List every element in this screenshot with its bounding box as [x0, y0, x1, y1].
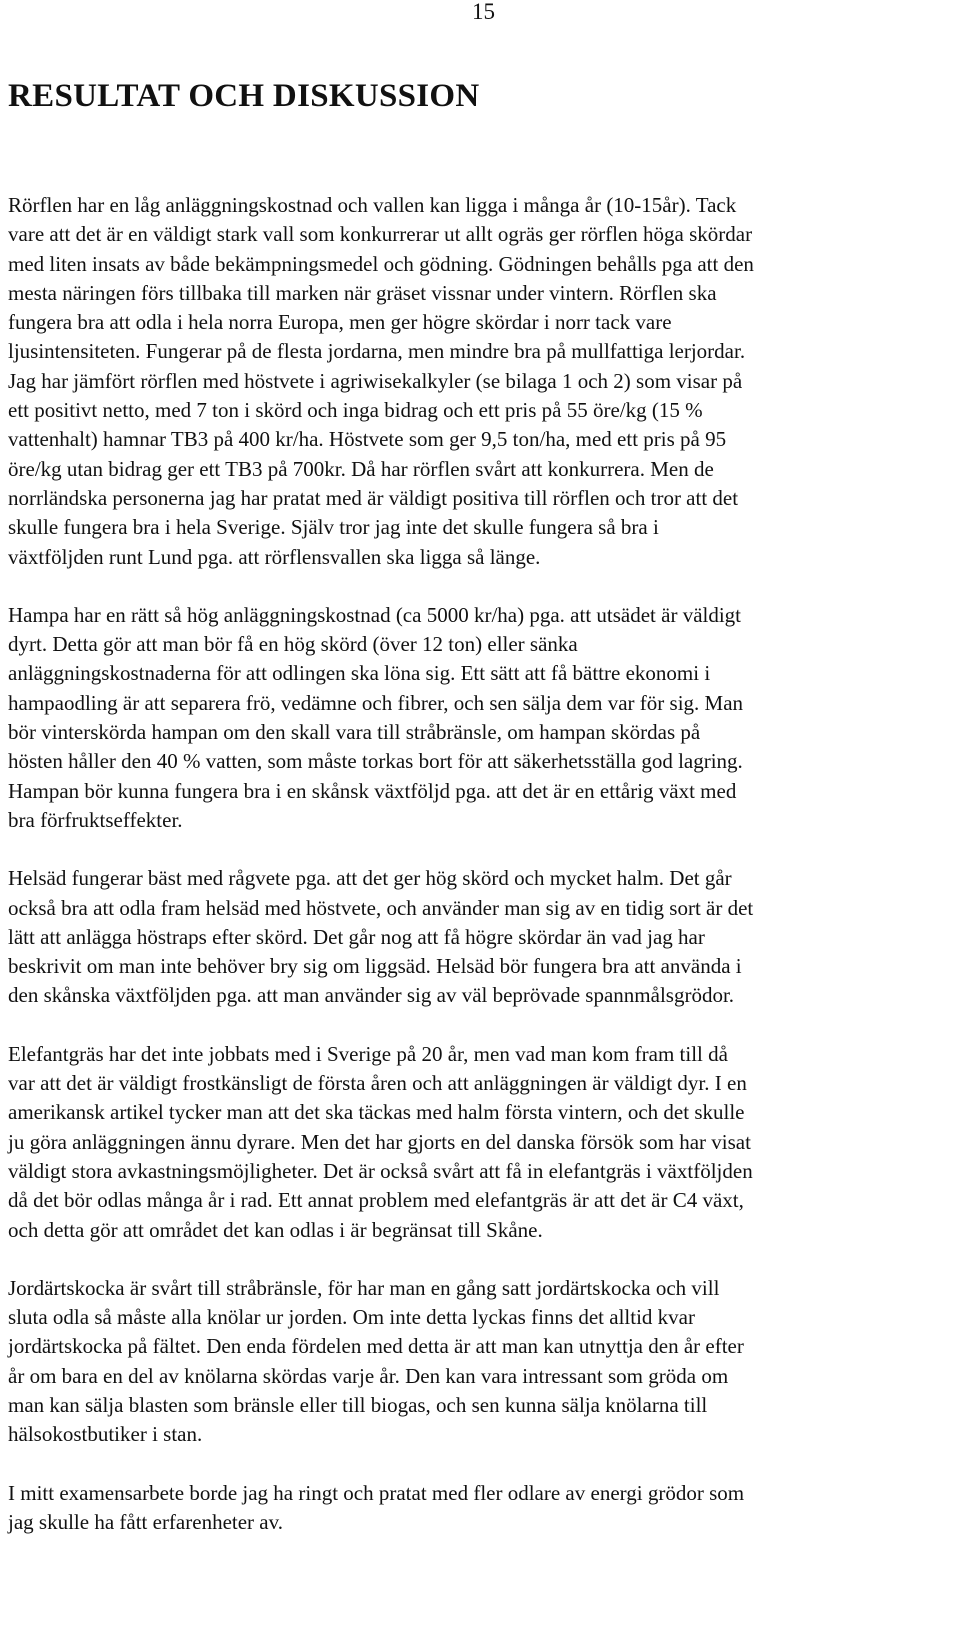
text-line: hösten håller den 40 % vatten, som måste torkas bort för att säkerhetsställa god lagring.: [8, 749, 743, 774]
text-line: var att det är väldigt frostkänsligt de första åren och att anläggningen är väldigt dyr. I en: [8, 1071, 747, 1096]
document-body: [8, 191, 960, 1566]
text-line: den skånska växtföljden pga. att man använder sig av väl beprövade spannmålsgrödor.: [8, 983, 735, 1008]
text-line: hampaodling är att separera frö, vedämne och fibrer, och sen sälja dem var för sig. Man: [8, 690, 744, 715]
text-line: norrländska personerna jag har pratat med är väldigt positiva till rörflen och tror att det: [8, 485, 739, 510]
text-line: Jordärtskocka är svårt till stråbränsle, för har man en gång satt jordärtskocka och vill: [8, 1275, 720, 1300]
text-line: man kan sälja blasten som bränsle eller till biogas, och sen kunna sälja knölarna till: [8, 1392, 708, 1417]
text-line: år om bara en del av knölarna skördas varje år. Den kan vara intressant som gröda om: [8, 1363, 729, 1388]
paragraph: [8, 191, 960, 572]
text-line: beskrivit om man inte behöver bry sig om liggsäd. Helsäd bör fungera bra att använda i: [8, 954, 742, 979]
text-line: ju göra anläggningen ännu dyrare. Men det har gjorts en del danska försök som har visat: [8, 1129, 751, 1154]
text-line: bra förfruktseffekter.: [8, 807, 183, 832]
text-line: hälsokostbutiker i stan.: [8, 1422, 203, 1447]
text-line: då det bör odlas många år i rad. Ett annat problem med elefantgräs är att det är C4 växt,: [8, 1188, 744, 1213]
text-line: I mitt examensarbete borde jag ha ringt och pratat med fler odlare av energi grödor som: [8, 1480, 745, 1505]
text-line: Elefantgräs har det inte jobbats med i Sverige på 20 år, men vad man kom fram till då: [8, 1041, 728, 1066]
text-line: Rörflen har en låg anläggningskostnad och vallen kan ligga i många år (10-15år). Tack: [8, 193, 737, 217]
text-line: också bra att odla fram helsäd med höstvete, och använder man sig av en tidig sort är det: [8, 895, 754, 920]
text-line: dyrt. Detta gör att man bör få en hög skörd (över 12 ton) eller sänka: [8, 632, 578, 657]
text-line: och detta gör att området det kan odlas i är begränsat till Skåne.: [8, 1217, 543, 1242]
text-line: amerikansk artikel tycker man att det ska täckas med halm första vintern, och det skulle: [8, 1100, 745, 1125]
text-line: Hampa har en rätt så hög anläggningskostnad (ca 5000 kr/ha) pga. att utsädet är väldigt: [8, 602, 742, 627]
text-line: växtföljden runt Lund pga. att rörflensvallen ska ligga så länge.: [8, 544, 541, 569]
paragraph: [8, 601, 960, 835]
text-line: jag skulle ha fått erfarenheter av.: [8, 1509, 283, 1534]
text-line: jordärtskocka på fältet. Den enda fördelen med detta är att man kan utnyttja den år efter: [8, 1334, 744, 1359]
page-number: 15: [472, 0, 495, 24]
section-heading: RESULTAT OCH DISKUSSION: [8, 78, 480, 114]
text-line: sluta odla så måste alla knölar ur jorden. Om inte detta lyckas finns det alltid kvar: [8, 1305, 695, 1330]
text-line: väldigt stora avkastningsmöjligheter. Det är också svårt att få in elefantgräs i växtföljden: [8, 1158, 753, 1183]
text-line: ljusintensiteten. Fungerar på de flesta jordarna, men mindre bra på mullfattiga lerjordar.: [8, 339, 746, 364]
text-line: Hampan bör kunna fungera bra i en skånsk växtföljd pga. att det är en ettårig växt med: [8, 778, 737, 803]
paragraph: [8, 1274, 960, 1450]
text-line: mesta näringen förs tillbaka till marken när gräset vissnar under vintern. Rörflen ska: [8, 280, 717, 305]
text-line: Jag har jämfört rörflen med höstvete i agriwisekalkyler (se bilaga 1 och 2) som visar på: [8, 368, 743, 393]
paragraph: [8, 1040, 960, 1245]
paragraph: [8, 1479, 960, 1538]
text-line: öre/kg utan bidrag ger ett TB3 på 700kr. Då har rörflen svårt att konkurrera. Men de: [8, 456, 714, 481]
text-line: ett positivt netto, med 7 ton i skörd och inga bidrag och ett pris på 55 öre/kg (15 %: [8, 398, 703, 423]
text-line: fungera bra att odla i hela norra Europa, men ger högre skördar i norr tack vare: [8, 310, 672, 335]
text-line: Helsäd fungerar bäst med rågvete pga. att det ger hög skörd och mycket halm. Det går: [8, 866, 732, 891]
text-line: bör vinterskörda hampan om den skall vara till stråbränsle, om hampan skördas på: [8, 720, 701, 745]
text-line: anläggningskostnaderna för att odlingen ska löna sig. Ett sätt att få bättre ekonomi i: [8, 661, 711, 686]
text-line: lätt att anlägga höstraps efter skörd. Det går nog att få högre skördar än vad jag har: [8, 924, 705, 949]
paragraph: [8, 864, 960, 1010]
text-line: skulle fungera bra i hela Sverige. Själv tror jag inte det skulle fungera så bra i: [8, 515, 659, 540]
text-line: vare att det är en väldigt stark vall som konkurrerar ut allt ogräs ger rörflen höga skördar: [8, 222, 753, 247]
text-line: vattenhalt) hamnar TB3 på 400 kr/ha. Höstvete som ger 9,5 ton/ha, med ett pris på 95: [8, 427, 727, 452]
text-line: med liten insats av både bekämpningsmedel och gödning. Gödningen behålls pga att den: [8, 251, 754, 276]
